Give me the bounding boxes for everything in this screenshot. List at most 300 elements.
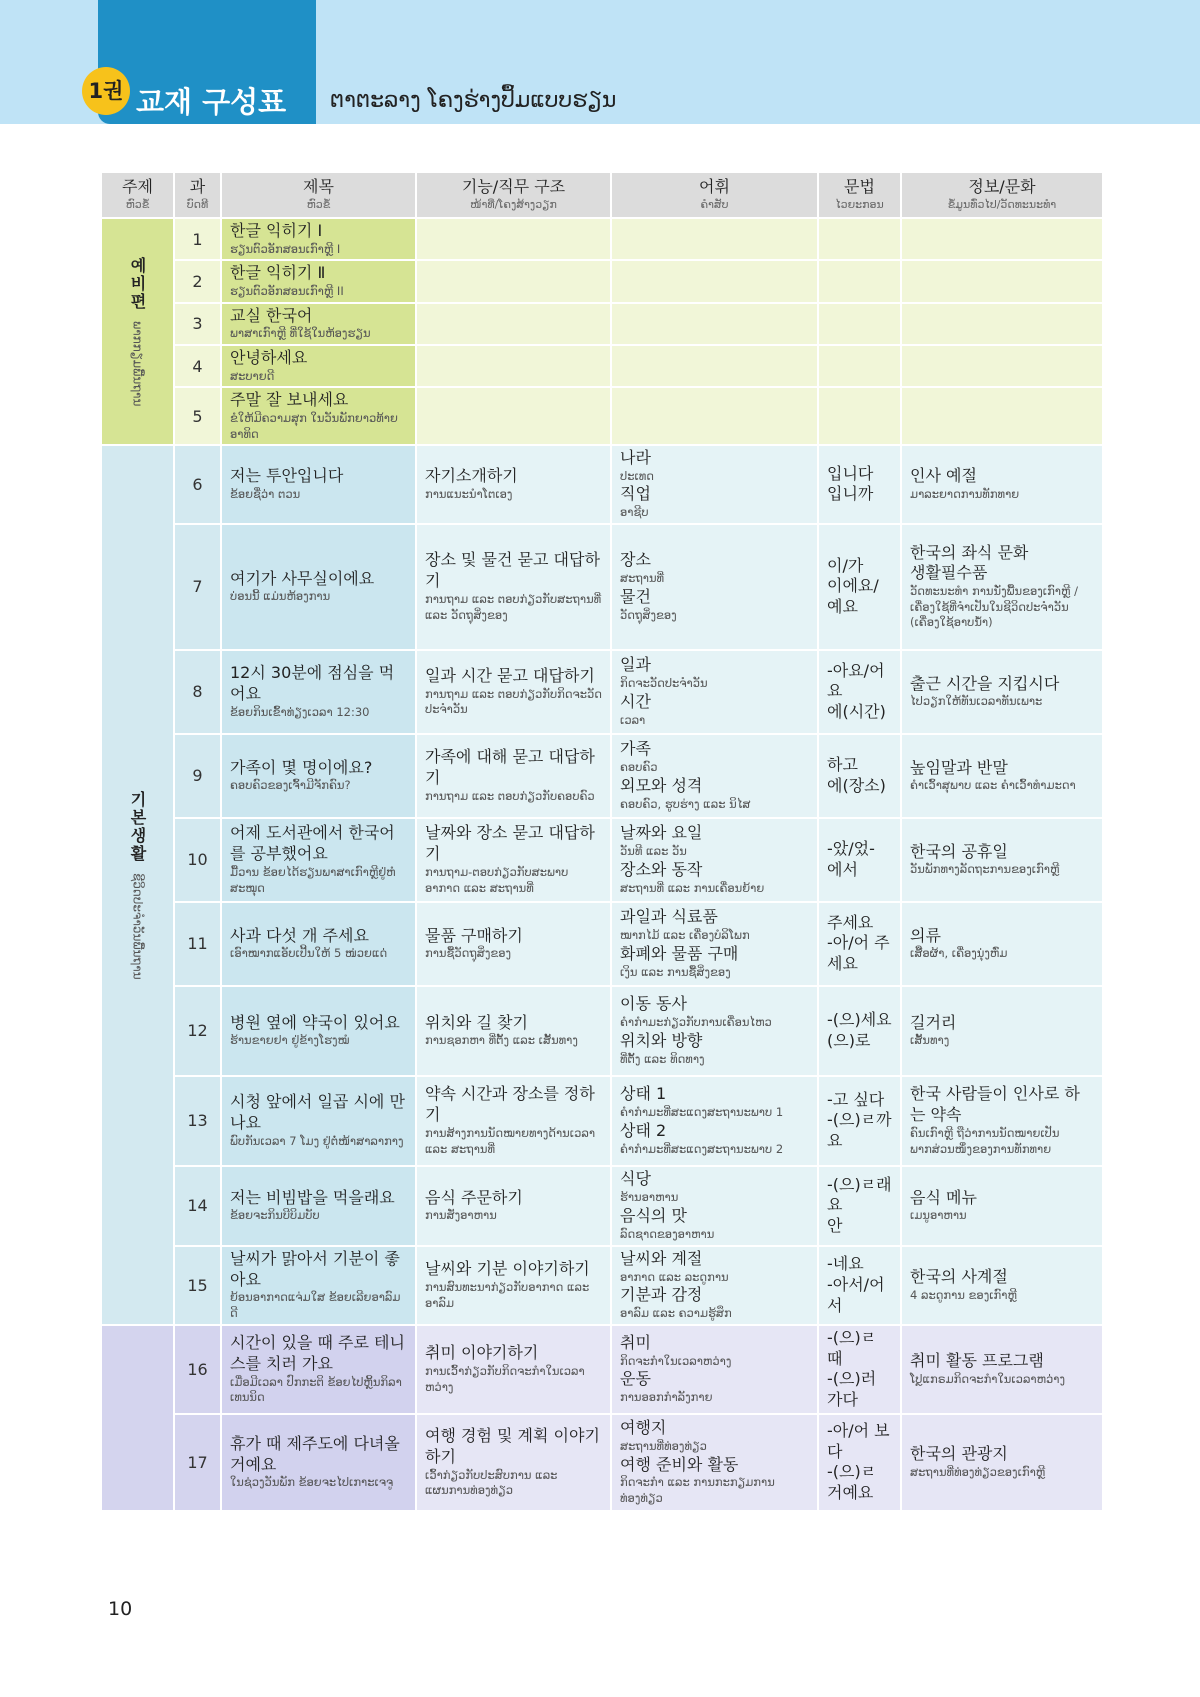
grammar-item: (으)로 xyxy=(827,1030,871,1050)
function-lo: ການຖາມ ແລະ ຕອບກ່ຽວກັບຄອບຄົວ xyxy=(425,788,595,803)
culture-cell xyxy=(901,650,1103,734)
vocabulary-ko: 장소 xyxy=(620,550,651,570)
function-ko: 취미 이야기하기 xyxy=(425,1343,539,1363)
function-ko: 날짜와 장소 묻고 대답하기 xyxy=(425,823,595,864)
function-cell xyxy=(416,445,611,524)
vocabulary-cell xyxy=(611,734,818,818)
vocabulary-ko: 식당 xyxy=(620,1169,651,1189)
vocabulary-lo: ສະຖານທີ່ທ່ອງທ່ຽວ xyxy=(620,1439,707,1454)
column-header-lo: ໄວຍະກອນ xyxy=(835,197,884,211)
table-row xyxy=(101,524,1103,650)
table-row xyxy=(101,1166,1103,1246)
page-subtitle-lao: ຕາຕະລາງ ໂຄງຮ່າງປຶ້ມແບບຮຽນ xyxy=(330,88,617,113)
grammar-cell xyxy=(818,303,901,345)
lesson-title-lo: ຂໍໃຫ້ມີຄວາມສຸກ ໃນວັນພັກຍາວທ້າຍອາທິດ xyxy=(230,411,398,441)
lesson-number: 2 xyxy=(174,260,221,302)
culture-lo: ວັນພັກທາງລັດຖະການຂອງເກົາຫຼີ xyxy=(910,862,1060,877)
table-row xyxy=(101,303,1103,345)
function-cell xyxy=(416,345,611,387)
grammar-item: 하고 xyxy=(827,754,858,774)
lesson-number: 4 xyxy=(174,345,221,387)
grammar-item: -(으)러 가다 xyxy=(827,1369,877,1410)
vocabulary-lo: ກິດຈະວັດປະຈຳວັນ xyxy=(620,676,708,691)
column-header xyxy=(818,172,901,218)
lesson-title-ko: 날씨가 맑아서 기분이 좋아요 xyxy=(230,1248,400,1289)
lesson-title-cell xyxy=(221,1076,416,1166)
function-lo: ການແນະນຳໂຕເອງ xyxy=(425,487,513,502)
vocabulary-cell xyxy=(611,524,818,650)
lesson-title-cell xyxy=(221,445,416,524)
column-header-lo: ໜ້າທີ່/ໂຄງສ້າງວຽກ xyxy=(470,197,557,211)
lesson-title-ko: 한글 익히기 Ⅱ xyxy=(230,263,326,283)
lesson-title-ko: 가족이 몇 명이에요? xyxy=(230,757,373,777)
lesson-title-ko: 여기가 사무실이에요 xyxy=(230,568,375,588)
lesson-title-cell xyxy=(221,524,416,650)
grammar-cell xyxy=(818,218,901,260)
lesson-title-cell xyxy=(221,734,416,818)
lesson-title-cell xyxy=(221,650,416,734)
function-ko: 위치와 길 찾기 xyxy=(425,1012,528,1032)
culture-cell xyxy=(901,986,1103,1076)
table-row xyxy=(101,445,1103,524)
lesson-title-lo: ຂ້ອຍຊື່ວ່າ ຕວນ xyxy=(230,487,301,502)
culture-lo: ເສື້ອຜ້າ, ເຄື່ອງນຸ່ງຫົ່ມ xyxy=(910,946,1008,961)
lesson-number: 9 xyxy=(174,734,221,818)
lesson-title-ko: 어제 도서관에서 한국어를 공부했어요 xyxy=(230,823,395,864)
function-ko: 약속 시간과 장소를 정하기 xyxy=(425,1084,595,1125)
lesson-title-ko: 한글 익히기 Ⅰ xyxy=(230,221,323,240)
culture-cell xyxy=(901,1414,1103,1511)
culture-lo: ໂປຼແກຣມກິດຈະກຳໃນເວລາຫວ່າງ xyxy=(910,1371,1066,1386)
table-row xyxy=(101,986,1103,1076)
grammar-item: 에(장소) xyxy=(827,775,886,795)
column-header-ko: 정보/문화 xyxy=(968,177,1036,197)
grammar-cell xyxy=(818,734,901,818)
lesson-title-cell xyxy=(221,260,416,302)
function-lo: ການຖາມ ແລະ ຕອບກ່ຽວກັບກິດຈະວັດປະຈຳວັນ xyxy=(425,686,602,717)
grammar-item: -았/었- xyxy=(827,838,875,858)
lesson-number: 7 xyxy=(174,524,221,650)
grammar-cell xyxy=(818,902,901,986)
lesson-title-ko: 저는 투안입니다 xyxy=(230,466,344,486)
vocabulary-lo: ກິດຈະກຳ ແລະ ການກະກຽມການທ່ອງທ່ຽວ xyxy=(620,1475,775,1505)
lesson-number: 13 xyxy=(174,1076,221,1166)
column-header-ko: 제목 xyxy=(303,177,334,197)
vocabulary-lo: ຄອບຄົວ, ຮູບຮ່າງ ແລະ ນິໄສ xyxy=(620,796,751,811)
vocabulary-lo: ທີ່ຕັ້ງ ແລະ ທິດທາງ xyxy=(620,1051,705,1066)
vocabulary-cell xyxy=(611,260,818,302)
vocabulary-ko: 여행 준비와 활동 xyxy=(620,1454,739,1474)
culture-cell xyxy=(901,1325,1103,1414)
culture-lo: ມາລະຍາດການທັກທາຍ xyxy=(910,487,1020,502)
vocabulary-lo: ກິດຈະກຳໃນເວລາຫວ່າງ xyxy=(620,1353,732,1368)
section-label xyxy=(101,445,174,1325)
culture-ko: 음식 메뉴 xyxy=(910,1187,977,1207)
column-header xyxy=(901,172,1103,218)
column-header-lo: ບົດທີ xyxy=(186,197,209,211)
function-cell xyxy=(416,303,611,345)
column-header-lo: ຄຳສັບ xyxy=(700,197,729,211)
culture-lo: ຄຳເວົ້າສຸພາບ ແລະ ຄຳເວົ້າທຳມະດາ xyxy=(910,778,1076,793)
grammar-cell xyxy=(818,1076,901,1166)
lesson-title-ko: 휴가 때 제주도에 다녀올 거예요 xyxy=(230,1433,400,1474)
culture-ko: 의류 xyxy=(910,925,941,945)
grammar-cell xyxy=(818,445,901,524)
function-cell xyxy=(416,1076,611,1166)
culture-cell xyxy=(901,1246,1103,1325)
function-lo: ເວົ້າກ່ຽວກັບປະສົບການ ແລະ ແຜນການທ່ອງທ່ຽວ xyxy=(425,1467,558,1498)
vocabulary-lo: ອາລົມ ແລະ ຄວາມຮູ້ສຶກ xyxy=(620,1306,732,1320)
section-title-lo: ພາກກຽມພື້ນຖານ xyxy=(130,320,145,407)
function-ko: 물품 구매하기 xyxy=(425,925,523,945)
function-cell xyxy=(416,986,611,1076)
culture-ko: 한국의 공휴일 xyxy=(910,841,1008,861)
column-header-ko: 어휘 xyxy=(699,177,730,197)
culture-ko: 길거리 xyxy=(910,1012,957,1032)
culture-ko: 한국의 사계절 xyxy=(910,1267,1008,1287)
lesson-title-cell xyxy=(221,1166,416,1246)
vocabulary-ko: 음식의 맛 xyxy=(620,1205,687,1225)
function-ko: 여행 경험 및 계획 이야기하기 xyxy=(425,1426,600,1466)
lesson-title-ko: 사과 다섯 개 주세요 xyxy=(230,925,369,945)
vocabulary-cell xyxy=(611,650,818,734)
culture-ko: 높임말과 반말 xyxy=(910,757,1008,777)
vocabulary-ko: 여행지 xyxy=(620,1418,667,1438)
lesson-title-ko: 시간이 있을 때 주로 테니스를 치러 가요 xyxy=(230,1332,405,1373)
culture-cell xyxy=(901,345,1103,387)
grammar-item: -아요/어요 xyxy=(827,660,885,701)
vocabulary-cell xyxy=(611,1076,818,1166)
vocabulary-ko: 외모와 성격 xyxy=(620,775,703,795)
lesson-title-lo: ມື້ວານ ຂ້ອຍໄດ້ຮຽນພາສາເກົາຫຼີຢູ່ຫໍສະໝຸດ xyxy=(230,864,396,895)
grammar-cell xyxy=(818,524,901,650)
lesson-title-lo: ຮຽນຕົວອັກສອນເກົາຫຼີ I xyxy=(230,241,341,256)
lesson-title-lo: ຄອບຄົວຂອງເຈົ້າມີຈັກຄົນ? xyxy=(230,778,351,793)
grammar-item: 주세요 xyxy=(827,912,874,932)
grammar-item: -아/어 보다 xyxy=(827,1420,890,1461)
lesson-title-lo: ເອົາໝາກແອັບເປິ້ນໃຫ້ 5 ໜ່ວຍແດ່ xyxy=(230,946,388,961)
grammar-item: 입니다 xyxy=(827,463,874,483)
table-body xyxy=(101,218,1103,1511)
lesson-title-lo: ຮ້ານຂາຍຢາ ຢູ່ຂ້າງໂຮງໝໍ xyxy=(230,1033,350,1048)
grammar-item: 입니까 xyxy=(827,484,874,504)
culture-cell xyxy=(901,303,1103,345)
column-header xyxy=(101,172,174,218)
culture-cell xyxy=(901,260,1103,302)
lesson-number: 6 xyxy=(174,445,221,524)
lesson-title-cell xyxy=(221,1414,416,1511)
function-cell xyxy=(416,387,611,445)
lesson-title-cell xyxy=(221,1325,416,1414)
function-lo: ການສົນທະນາກ່ຽວກັບອາກາດ ແລະ ອາລົມ xyxy=(425,1280,590,1310)
function-cell xyxy=(416,1325,611,1414)
lesson-title-lo: ຮຽນຕົວອັກສອນເກົາຫຼີ II xyxy=(230,284,344,299)
vocabulary-ko: 운동 xyxy=(620,1369,651,1389)
vocabulary-ko: 위치와 방향 xyxy=(620,1030,703,1050)
culture-ko: 취미 활동 프로그램 xyxy=(910,1351,1044,1371)
vocabulary-ko: 상태 1 xyxy=(620,1084,667,1104)
culture-cell xyxy=(901,387,1103,445)
lesson-title-ko: 교실 한국어 xyxy=(230,305,313,325)
lesson-title-lo: ຂ້ອຍຈະກິນບີບິມບັບ xyxy=(230,1208,320,1223)
function-ko: 일과 시간 묻고 대답하기 xyxy=(425,665,595,685)
grammar-item: -(으)세요 xyxy=(827,1009,892,1029)
grammar-cell xyxy=(818,345,901,387)
function-lo: ການສັ່ງອາຫານ xyxy=(425,1208,497,1223)
grammar-item: 이/가 xyxy=(827,555,864,575)
section-title-lo: ຊີວິດປະຈຳວັນພື້ນຖານ xyxy=(130,872,145,980)
function-cell xyxy=(416,1414,611,1511)
grammar-cell xyxy=(818,1414,901,1511)
culture-cell xyxy=(901,902,1103,986)
lesson-number: 15 xyxy=(174,1246,221,1325)
lesson-title-lo: ເມື່ອມີເວລາ ປົກກະຕິ ຂ້ອຍໄປຫຼິ້ນກິລາເທນນິດ xyxy=(230,1374,402,1405)
lesson-title-lo: ພາສາເກົາຫຼີ ທີ່ໃຊ້ໃນຫ້ອງຮຽນ xyxy=(230,326,371,341)
grammar-cell xyxy=(818,1325,901,1414)
vocabulary-cell xyxy=(611,986,818,1076)
vocabulary-lo: ການອອກກຳລັງກາຍ xyxy=(620,1390,713,1405)
vocabulary-ko: 화폐와 물품 구매 xyxy=(620,943,739,963)
section-label-empty xyxy=(101,1325,174,1511)
culture-cell xyxy=(901,524,1103,650)
vocabulary-ko: 날씨와 계절 xyxy=(620,1248,703,1268)
table-row xyxy=(101,1325,1103,1414)
vocabulary-lo: ຄຳກຳມະທີ່ສະແດງສະຖານະພາບ 2 xyxy=(620,1141,784,1156)
grammar-cell xyxy=(818,1166,901,1246)
lesson-title-cell xyxy=(221,902,416,986)
vocabulary-ko: 과일과 식료품 xyxy=(620,907,718,927)
vocabulary-ko: 나라 xyxy=(620,448,651,468)
grammar-cell xyxy=(818,650,901,734)
vocabulary-lo: ປະເທດ xyxy=(620,468,655,483)
grammar-cell xyxy=(818,260,901,302)
vocabulary-cell xyxy=(611,1166,818,1246)
vocabulary-lo: ອາຊີບ xyxy=(620,505,649,520)
lesson-title-ko: 12시 30분에 점심을 먹어요 xyxy=(230,663,395,703)
culture-lo: 4 ລະດູການ ຂອງເກົາຫຼີ xyxy=(910,1287,1017,1302)
culture-lo: ວັດທະນະທຳ ການນັ່ງພື້ນຂອງເກົາຫຼີ / ເຄື່ອງໃຊ້ທີ່ຈຳເປັນໃນຊີວິດປະຈຳວັນ (ເຄື່ອງໃຊ້ອາບນ້ຳ) xyxy=(910,584,1078,630)
function-lo: ການສ້າງການນັດໝາຍທາງດ້ານເວລາ ແລະ ສະຖານທີ່ xyxy=(425,1125,596,1156)
table-row xyxy=(101,1414,1103,1511)
function-cell xyxy=(416,218,611,260)
vocabulary-ko: 시간 xyxy=(620,691,651,711)
lesson-title-ko: 병원 옆에 약국이 있어요 xyxy=(230,1012,400,1032)
vocabulary-lo: ສະຖານທີ່ ແລະ ການເຄື່ອນຍ້າຍ xyxy=(620,880,765,895)
function-lo: ການເວົ້າກ່ຽວກັບກິດຈະກຳໃນເວລາຫວ່າງ xyxy=(425,1364,585,1394)
column-header-lo: ຫົວຂໍ້ xyxy=(306,197,331,211)
function-cell xyxy=(416,1166,611,1246)
lesson-number: 11 xyxy=(174,902,221,986)
grammar-item: 에서 xyxy=(827,859,858,879)
vocabulary-cell xyxy=(611,1246,818,1325)
grammar-cell xyxy=(818,387,901,445)
culture-lo: ໄປວຽກໃຫ້ທັນເວລາທັນເພາະ xyxy=(910,694,1043,709)
function-lo: ການຊອກຫາ ທີ່ຕັ້ງ ແລະ ເສັ້ນທາງ xyxy=(425,1033,578,1048)
table-row xyxy=(101,734,1103,818)
lesson-number: 5 xyxy=(174,387,221,445)
lesson-title-lo: ຍ້ອນອາກາດແຈ່ມໃສ ຂ້ອຍເລີຍອາລົມດີ xyxy=(230,1290,401,1320)
function-cell xyxy=(416,1246,611,1325)
vocabulary-ko: 가족 xyxy=(620,739,651,759)
vocabulary-lo: ສະຖານທີ່ xyxy=(620,571,665,586)
lesson-title-cell xyxy=(221,218,416,260)
lesson-title-ko: 안녕하세요 xyxy=(230,347,308,367)
culture-cell xyxy=(901,445,1103,524)
vocabulary-lo: ເງິນ ແລະ ການຊື້ສິ່ງຂອງ xyxy=(620,964,731,979)
header-tab xyxy=(88,0,316,124)
vocabulary-lo: ຄຳກຳມະທີ່ສະແດງສະຖານະພາບ 1 xyxy=(620,1105,784,1120)
function-lo: ການຊື້ວັດຖຸສິ່ງຂອງ xyxy=(425,946,512,961)
function-ko: 자기소개하기 xyxy=(425,466,518,486)
lesson-title-lo: ບ່ອນນີ້ ແມ່ນຫ້ອງການ xyxy=(230,589,331,604)
volume-badge: 1권 xyxy=(82,67,130,115)
function-ko: 장소 및 물건 묻고 대답하기 xyxy=(425,550,600,591)
vocabulary-cell xyxy=(611,445,818,524)
lesson-title-cell xyxy=(221,387,416,445)
lesson-title-cell xyxy=(221,1246,416,1325)
vocabulary-lo: ອາກາດ ແລະ ລະດູການ xyxy=(620,1269,729,1284)
culture-ko: 한국의 관광지 xyxy=(910,1444,1008,1464)
lesson-number: 16 xyxy=(174,1325,221,1414)
culture-lo: ຄົນເກົາຫຼີ ຖືວ່າການນັດໝາຍເປັນພາກສ່ວນໜຶ່ງຂອງການທັກທາຍ xyxy=(910,1125,1060,1156)
lesson-title-lo: ພົບກັນເວລາ 7 ໂມງ ຢູ່ຕໍ່ໜ້າສາລາກາງ xyxy=(230,1133,404,1148)
culture-lo: ສະຖານທີ່ທ່ອງທ່ຽວຂອງເກົາຫຼີ xyxy=(910,1465,1046,1480)
lesson-title-ko: 주말 잘 보내세요 xyxy=(230,390,349,410)
grammar-item: -(으)ㄹ 때 xyxy=(827,1327,877,1368)
vocabulary-cell xyxy=(611,387,818,445)
vocabulary-cell xyxy=(611,345,818,387)
vocabulary-ko: 직업 xyxy=(620,484,651,504)
column-header xyxy=(416,172,611,218)
page-number: 10 xyxy=(108,1598,133,1620)
lesson-title-lo: ຂ້ອຍກິນເຂົ້າທ່ຽງເວລາ 12:30 xyxy=(230,704,370,719)
vocabulary-lo: ເວລາ xyxy=(620,712,646,727)
culture-cell xyxy=(901,818,1103,902)
culture-ko: 한국 사람들이 인사로 하는 약속 xyxy=(910,1084,1080,1125)
grammar-item: -네요 xyxy=(827,1254,864,1273)
vocabulary-lo: ຄຳກຳມະກ່ຽວກັບການເຄື່ອນໄຫວ xyxy=(620,1015,772,1030)
table-row xyxy=(101,818,1103,902)
section-label xyxy=(101,218,174,445)
culture-cell xyxy=(901,1076,1103,1166)
grammar-item: -아/어 주세요 xyxy=(827,933,890,974)
grammar-item: 이에요/예요 xyxy=(827,576,879,617)
culture-lo: ເສັ້ນທາງ xyxy=(910,1033,950,1048)
table-row xyxy=(101,218,1103,260)
culture-ko: 한국의 좌식 문화 생활필수품 xyxy=(910,542,1029,583)
grammar-item: -(으)ㄹ래요 xyxy=(827,1174,892,1215)
grammar-cell xyxy=(818,818,901,902)
lesson-number: 12 xyxy=(174,986,221,1076)
vocabulary-lo: ໝາກໄມ້ ແລະ ເຄື່ອງບໍລິໂພກ xyxy=(620,928,750,943)
vocabulary-lo: ຮ້ານອາຫານ xyxy=(620,1190,679,1205)
grammar-item: -(으)ㄹ까요 xyxy=(827,1110,892,1151)
column-header-lo: ຫົວຂໍ້ xyxy=(125,197,150,211)
vocabulary-lo: ຄອບຄົວ xyxy=(620,760,658,775)
grammar-item: -(으)ㄹ 거예요 xyxy=(827,1462,877,1503)
lesson-number: 14 xyxy=(174,1166,221,1246)
vocabulary-ko: 일과 xyxy=(620,655,651,675)
vocabulary-cell xyxy=(611,1325,818,1414)
syllabus-table xyxy=(100,171,1104,1512)
vocabulary-cell xyxy=(611,902,818,986)
function-cell xyxy=(416,524,611,650)
table-header-row xyxy=(101,172,1103,218)
section-title-ko: 기본생활 xyxy=(128,790,147,863)
vocabulary-lo: ວັນທີ ແລະ ວັນ xyxy=(620,844,687,859)
vocabulary-lo: ວັດຖຸສິ່ງຂອງ xyxy=(620,607,677,622)
lesson-title-ko: 저는 비빔밥을 먹을래요 xyxy=(230,1187,395,1207)
vocabulary-ko: 이동 동사 xyxy=(620,994,687,1014)
grammar-item: -아서/어서 xyxy=(827,1274,885,1315)
function-cell xyxy=(416,650,611,734)
lesson-title-cell xyxy=(221,303,416,345)
vocabulary-cell xyxy=(611,303,818,345)
function-ko: 가족에 대해 묻고 대답하기 xyxy=(425,747,595,787)
lesson-number: 1 xyxy=(174,218,221,260)
lesson-number: 10 xyxy=(174,818,221,902)
table-row xyxy=(101,1076,1103,1166)
grammar-cell xyxy=(818,1246,901,1325)
table-row xyxy=(101,345,1103,387)
lesson-number: 17 xyxy=(174,1414,221,1511)
vocabulary-ko: 장소와 동작 xyxy=(620,859,703,879)
culture-cell xyxy=(901,734,1103,818)
vocabulary-ko: 취미 xyxy=(620,1332,651,1352)
vocabulary-cell xyxy=(611,1414,818,1511)
lesson-title-lo: ສະບາຍດີ xyxy=(230,368,275,383)
function-cell xyxy=(416,818,611,902)
culture-ko: 출근 시간을 지킵시다 xyxy=(910,673,1060,693)
table-row xyxy=(101,1246,1103,1325)
grammar-item: 안 xyxy=(827,1216,843,1236)
vocabulary-ko: 물건 xyxy=(620,586,651,606)
grammar-item: 에(시간) xyxy=(827,702,886,722)
column-header xyxy=(611,172,818,218)
function-lo: ການຖາມ-ຕອບກ່ຽວກັບສະພາບອາກາດ ແລະ ສະຖານທີ່ xyxy=(425,864,569,895)
column-header-ko: 문법 xyxy=(844,177,875,197)
function-cell xyxy=(416,734,611,818)
vocabulary-lo: ລົດຊາດຂອງອາຫານ xyxy=(620,1226,715,1241)
column-header xyxy=(174,172,221,218)
table-row xyxy=(101,650,1103,734)
culture-cell xyxy=(901,218,1103,260)
lesson-title-lo: ໃນຊ່ວງວັນພັກ ຂ້ອຍຈະໄປເກາະເຈຈູ xyxy=(230,1475,394,1490)
function-cell xyxy=(416,902,611,986)
lesson-number: 3 xyxy=(174,303,221,345)
table-row xyxy=(101,387,1103,445)
culture-ko: 인사 예절 xyxy=(910,466,977,486)
table-row xyxy=(101,902,1103,986)
culture-cell xyxy=(901,1166,1103,1246)
function-ko: 음식 주문하기 xyxy=(425,1187,523,1207)
column-header-ko: 과 xyxy=(189,177,206,197)
vocabulary-cell xyxy=(611,818,818,902)
function-cell xyxy=(416,260,611,302)
page-title: 교재 구성표 xyxy=(136,85,287,119)
column-header-lo: ຂໍ້ມູນທົ່ວໄປ/ວັດທະນະທຳ xyxy=(947,197,1057,211)
vocabulary-ko: 날짜와 요일 xyxy=(620,823,703,843)
vocabulary-cell xyxy=(611,218,818,260)
section-title-ko: 예비편 xyxy=(128,256,147,311)
grammar-cell xyxy=(818,986,901,1076)
lesson-title-ko: 시청 앞에서 일곱 시에 만나요 xyxy=(230,1092,405,1132)
column-header-ko: 기능/직무 구조 xyxy=(461,177,566,197)
lesson-number: 8 xyxy=(174,650,221,734)
culture-lo: ເມນູອາຫານ xyxy=(910,1208,967,1223)
vocabulary-ko: 상태 2 xyxy=(620,1120,667,1140)
table-row xyxy=(101,260,1103,302)
